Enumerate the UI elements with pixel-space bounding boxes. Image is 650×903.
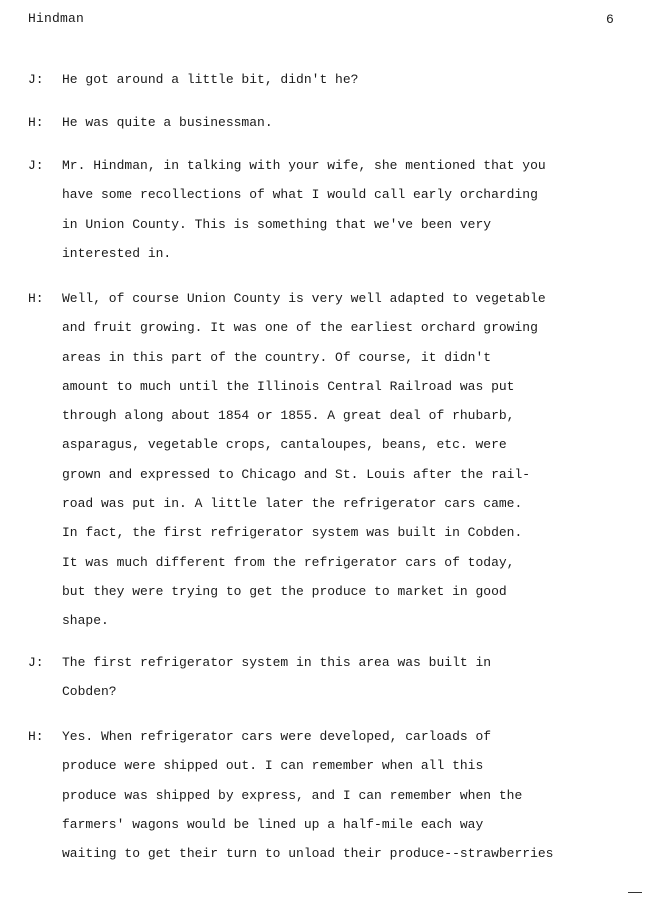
text-line: through along about 1854 or 1855. A great deal of rhubarb, (62, 408, 515, 424)
text-line: interested in. (62, 245, 172, 261)
text-line: Mr. Hindman, in talking with your wife, she mentioned that you (62, 158, 546, 173)
turn-text (62, 108, 622, 137)
page-number: 6 (606, 12, 614, 27)
speaker-label: H: (28, 115, 44, 130)
speaker-label: J: (28, 655, 44, 670)
turn-text (62, 65, 622, 94)
speaker-label: H: (28, 291, 44, 306)
turn-text (62, 722, 622, 868)
speaker-label: J: (28, 72, 44, 87)
speaker-label: H: (28, 729, 44, 744)
turn-text (62, 284, 622, 636)
text-line: produce were shipped out. I can remember when all this (62, 758, 484, 774)
text-line: Cobden? (62, 684, 117, 700)
text-line: He was quite a businessman. (62, 115, 273, 130)
text-line: Well, of course Union County is very well adapted to vegetable (62, 291, 546, 306)
text-line: road was put in. A little later the refrigerator cars came. (62, 496, 523, 512)
text-line: shape. (62, 613, 109, 629)
text-line: waiting to get their turn to unload their produce--strawberries (62, 846, 554, 862)
text-line: Yes. When refrigerator cars were developed, carloads of (62, 729, 492, 744)
text-line: farmers' wagons would be lined up a half-mile each way (62, 816, 484, 832)
text-line: It was much different from the refrigerator cars of today, (62, 554, 515, 570)
speaker-label: J: (28, 158, 44, 173)
text-line: produce was shipped by express, and I can remember when the (62, 787, 523, 803)
text-line: grown and expressed to Chicago and St. Louis after the rail- (62, 466, 531, 482)
header-interviewee-name: Hindman (28, 11, 85, 26)
text-line: In fact, the first refrigerator system was built in Cobden. (62, 525, 523, 541)
text-line: The first refrigerator system in this area was built in (62, 655, 492, 670)
text-line: areas in this part of the country. Of course, it didn't (62, 349, 492, 365)
margin-dash-mark (628, 892, 642, 893)
turn-text (62, 648, 622, 707)
turn-text (62, 151, 622, 268)
text-line: and fruit growing. It was one of the earliest orchard growing (62, 320, 538, 336)
text-line: asparagus, vegetable crops, cantaloupes, beans, etc. were (62, 437, 507, 453)
text-line: in Union County. This is something that we've been very (62, 216, 492, 232)
text-line: have some recollections of what I would call early orcharding (62, 187, 538, 203)
text-line: He got around a little bit, didn't he? (62, 72, 359, 87)
text-line: but they were trying to get the produce to market in good (62, 583, 507, 599)
text-line: amount to much until the Illinois Central Railroad was put (62, 378, 515, 394)
